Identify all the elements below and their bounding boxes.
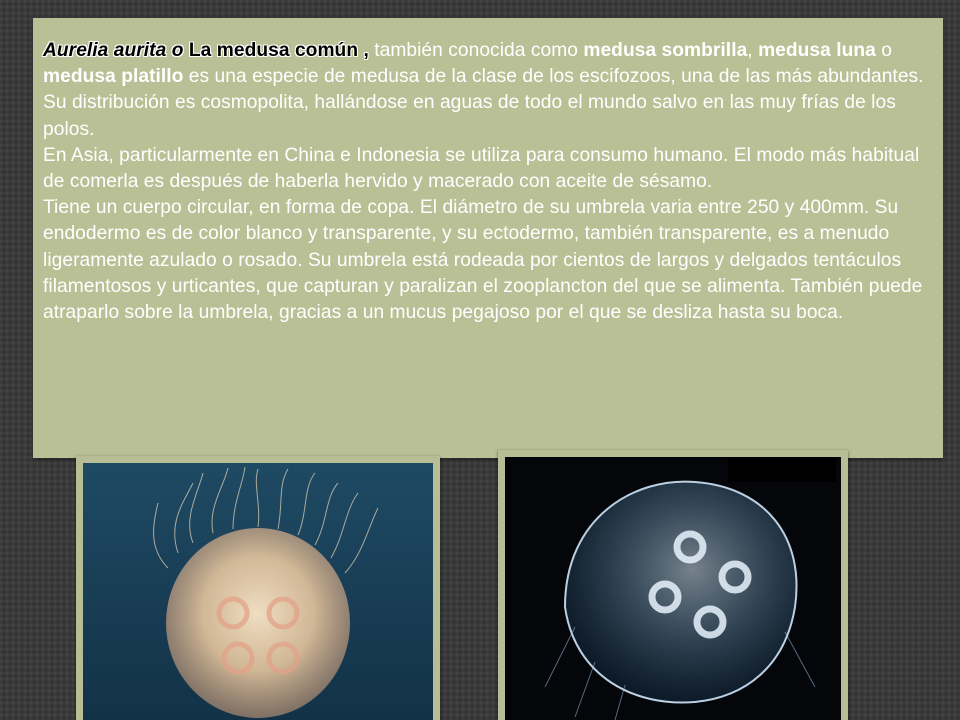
intro-text-2: , — [747, 40, 759, 61]
text-box — [33, 18, 943, 458]
species-connector: o — [166, 40, 189, 61]
jellyfish-photo-left — [76, 456, 440, 720]
species-name: Aurelia aurita — [43, 40, 167, 61]
paragraph-asia: En Asia, particularmente en China e Indonesia se utiliza para consumo humano. El modo más habitual de comerla es después de haberla hervido y macerado con aceite de sésamo. — [43, 144, 920, 193]
paragraph-intro — [43, 38, 931, 143]
common-name: La medusa común , — [188, 40, 369, 61]
alias-luna: medusa luna — [758, 40, 876, 61]
jellyfish-image-left — [83, 463, 433, 720]
intro-text-4: es una especie de medusa de la clase de los escifozoos, una de las más abundantes. Su distribución es cosmopolita, hallándose en aguas de todo el mundo salvo en las muy frías de los polos. — [43, 66, 924, 140]
intro-text-3: o — [875, 40, 893, 61]
intro-text-1: también conocida como — [368, 40, 584, 61]
jellyfish-photo-right — [498, 450, 848, 720]
paragraph-body: Tiene un cuerpo circular, en forma de copa. El diámetro de su umbrela varia entre 250 y 400mm. Su endodermo es de color blanco y transparente, y su ectodermo, también transparente, es a menudo ligeramente azulado o rosado. Su umbrela está rodeada por cientos de largos y delgados tentáculos filamentosos y urticantes, que capturan y paralizan el zooplancton del que se alimenta. También puede atraparlo sobre la umbrela, gracias a un mucus pegajoso por el que se desliza hasta su boca. — [43, 197, 923, 324]
redaction-bar — [728, 458, 836, 482]
jellyfish-image-right — [505, 457, 841, 720]
alias-platillo: medusa platillo — [43, 66, 184, 88]
alias-sombrilla: medusa sombrilla — [583, 40, 748, 61]
